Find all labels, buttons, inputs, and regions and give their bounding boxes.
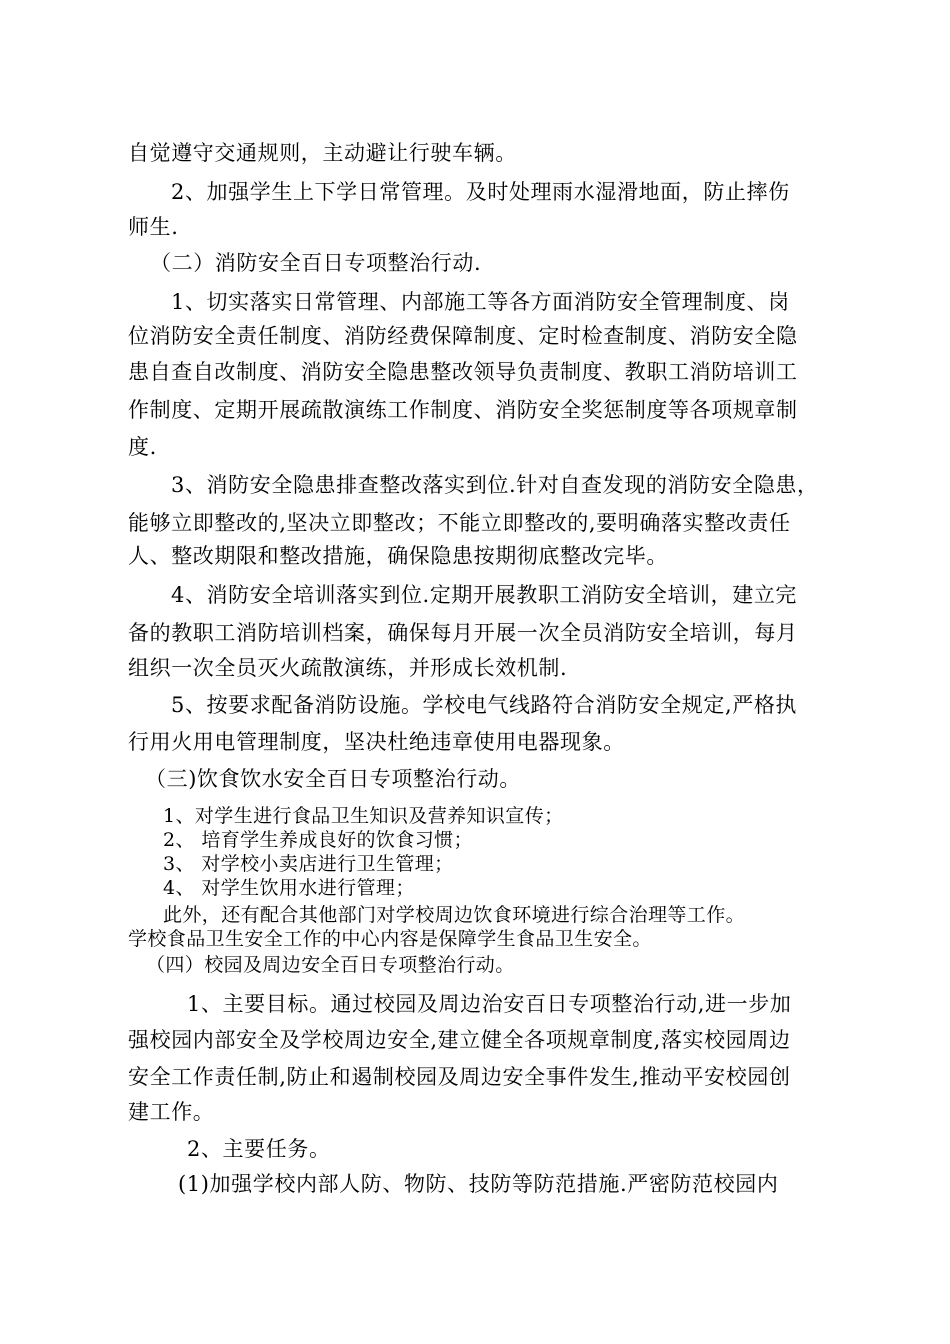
text-line: 组织一次全员灭火疏散演练，并形成长效机制. — [128, 656, 568, 680]
list-item: 1、对学生进行食品卫生知识及营养知识宣传； — [163, 805, 564, 827]
section-heading: （三)饮食饮水安全百日专项整治行动。 — [145, 767, 521, 791]
text-line: 安全工作责任制,防止和遏制校园及周边安全事件发生,推动平安校园创 — [128, 1065, 791, 1089]
text-line: 1、主要目标。通过校园及周边治安百日专项整治行动,进一步加 — [187, 992, 792, 1016]
list-item: 3、 对学校小卖店进行卫生管理； — [163, 853, 454, 875]
section-heading: （四）校园及周边安全百日专项整治行动。 — [146, 954, 515, 976]
text-line: 5、按要求配备消防设施。学校电气线路符合消防安全规定,严格执 — [171, 693, 798, 717]
text-line: 度. — [128, 435, 157, 459]
text-line: 位消防安全责任制度、消防经费保障制度、定时检查制度、消防安全隐 — [128, 324, 798, 348]
text-line: 行用火用电管理制度，坚决杜绝违章使用电器现象。 — [128, 730, 625, 754]
text-line: 建工作。 — [128, 1100, 215, 1124]
text-line: 能够立即整改的,坚决立即整改；不能立即整改的,要明确落实整改责任 — [128, 511, 791, 535]
text-line: 备的教职工消防培训档案，确保每月开展一次全员消防安全培训，每月 — [128, 621, 798, 645]
text-line: 自觉遵守交通规则，主动避让行驶车辆。 — [128, 141, 517, 165]
text-line: (1)加强学校内部人防、物防、技防等防范措施.严密防范校园内 — [178, 1172, 779, 1196]
list-item: 2、 培育学生养成良好的饮食习惯； — [163, 829, 473, 851]
text-line: 患自查自改制度、消防安全隐患整改领导负责制度、教职工消防培训工 — [128, 360, 798, 384]
text-line: 4、消防安全培训落实到位.定期开展教职工消防安全培训，建立完 — [171, 583, 798, 607]
text-line: 强校园内部安全及学校周边安全,建立健全各项规章制度,落实校园周边 — [128, 1028, 791, 1052]
text-line: 师生. — [128, 215, 179, 239]
text-line: 2、主要任务。 — [187, 1137, 331, 1161]
text-line: 3、消防安全隐患排查整改落实到位.针对自查发现的消防安全隐患， — [171, 473, 819, 497]
text-line: 1、切实落实日常管理、内部施工等各方面消防安全管理制度、岗 — [171, 290, 790, 314]
section-heading: （二）消防安全百日专项整治行动. — [150, 251, 482, 275]
list-item: 4、 对学生饮用水进行管理； — [163, 877, 415, 899]
text-line: 2、加强学生上下学日常管理。及时处理雨水湿滑地面，防止摔伤 — [171, 180, 790, 204]
text-line: 学校食品卫生安全工作的中心内容是保障学生食品卫生安全。 — [128, 928, 652, 950]
text-line: 作制度、定期开展疏散演练工作制度、消防安全奖惩制度等各项规章制 — [128, 398, 798, 422]
text-line: 人、整改期限和整改措施，确保隐患按期彻底整改完毕。 — [128, 544, 668, 568]
text-line: 此外，还有配合其他部门对学校周边饮食环境进行综合治理等工作。 — [163, 904, 746, 926]
